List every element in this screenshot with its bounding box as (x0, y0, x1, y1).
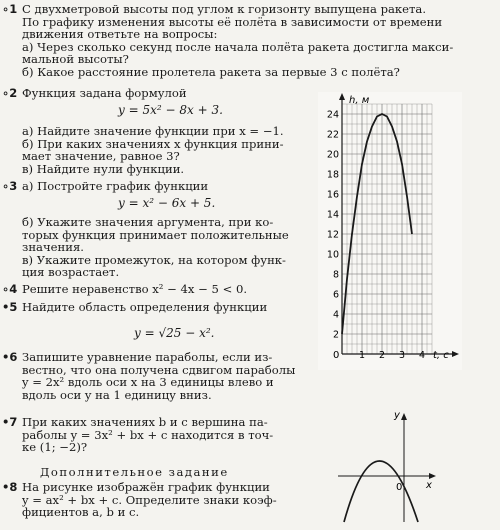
y-tick-label: 8 (332, 269, 339, 281)
y-tick-label: 12 (326, 229, 339, 241)
problem-line: Найдите область определения функции (22, 300, 268, 314)
problem-line: мальной высоты? (22, 52, 129, 67)
problem-line: Запишите уравнение параболы, если из- (22, 350, 273, 364)
y-tick-label: 10 (326, 249, 339, 261)
problem-line: движения ответьте на вопросы: (22, 27, 218, 42)
parabola-curve (344, 461, 418, 522)
y-tick-label: 22 (326, 129, 339, 141)
y-tick-label: 6 (332, 289, 339, 301)
problem-line: ция возрастает. (22, 265, 120, 280)
y-axis-label: h, м (349, 95, 370, 106)
problem-line: а) Постройте график функции (22, 179, 209, 193)
problem-line: мает значение, равное 3? (22, 149, 180, 164)
problem-line: На рисунке изображён график функции (22, 480, 270, 494)
y-tick-label: 18 (326, 169, 339, 181)
problem-line: торых функция принимает положительные (22, 227, 289, 242)
problem-line: ке (1; −2)? (22, 440, 88, 455)
problem-line: y = ax² + bx + c. Определите знаки коэф- (22, 492, 277, 507)
extra-task-header: Дополнительное задание (40, 465, 229, 479)
problem-line: в) Найдите нули функции. (22, 161, 185, 176)
problem-line: При каких значениях b и c вершина па- (22, 415, 268, 429)
problem-line: а) Через сколько секунд после начала полёта ракета достигла макси- (22, 39, 454, 54)
problem-line: Функция задана формулой (22, 86, 187, 100)
formula: y = x² − 6x + 5. (118, 196, 216, 210)
y-tick-label: 24 (326, 109, 339, 121)
x-axis-label: t, с (433, 350, 449, 361)
formula: y = 5x² − 8x + 3. (118, 103, 223, 117)
problem-line: Решите неравенство x² − 4x − 5 < 0. (22, 282, 248, 296)
x-axis-arrow (429, 473, 436, 479)
rocket-height-chart (318, 92, 462, 370)
problem-marker: •5 (2, 300, 18, 314)
x-tick-label: 4 (418, 350, 426, 361)
problem-line: фициентов a, b и c. (22, 505, 140, 520)
problem-line: б) Какое расстояние пролетела ракета за первые 3 с полёта? (22, 65, 400, 79)
problem-line: С двухметровой высоты под углом к горизонту выпущена ракета. (22, 2, 427, 16)
problem-line: а) Найдите значение функции при x = −1. (22, 124, 284, 138)
y-tick-label: 4 (332, 309, 339, 321)
problem-line: y = 2x² вдоль оси x на 3 единицы влево и (22, 375, 274, 390)
problem-marker: ∘2 (2, 86, 18, 100)
y-tick-label: 16 (326, 189, 339, 201)
problem-line: вестно, что она получена сдвигом параболы (22, 362, 296, 377)
problem-marker: •7 (2, 415, 18, 429)
problem-line: в) Укажите промежуток, на котором функ- (22, 252, 286, 267)
problem-marker: ∘1 (2, 2, 18, 16)
y-axis-label: y (394, 410, 400, 421)
problem-marker: ∘3 (2, 179, 18, 193)
x-axis-label: x (426, 480, 432, 491)
problem-line: б) Укажите значения аргумента, при ко- (22, 215, 274, 229)
y-axis-arrow (401, 413, 407, 420)
origin-label: 0 (333, 350, 340, 361)
x-tick-label: 3 (398, 350, 406, 361)
y-tick-label: 2 (332, 329, 339, 341)
problem-marker: ∘4 (2, 282, 18, 296)
problem-line: раболы y = 3x² + bx + c находится в точ- (22, 427, 274, 442)
problem-line: б) При каких значениях x функция прини- (22, 136, 284, 151)
problem-line: значения. (22, 240, 84, 255)
problem-marker: •8 (2, 480, 18, 494)
origin-label: 0 (396, 482, 403, 493)
y-tick-label: 20 (326, 149, 339, 161)
problem-marker: •6 (2, 350, 18, 364)
chart-background (318, 92, 462, 370)
problem-line: По графику изменения высоты её полёта в зависимости от времени (22, 14, 443, 29)
x-tick-label: 2 (378, 350, 386, 361)
parabola-sketch (338, 410, 438, 525)
x-tick-label: 1 (358, 350, 366, 361)
formula: y = √25 − x². (134, 326, 215, 340)
problem-line: вдоль оси y на 1 единицу вниз. (22, 387, 212, 402)
y-tick-label: 14 (326, 209, 339, 221)
